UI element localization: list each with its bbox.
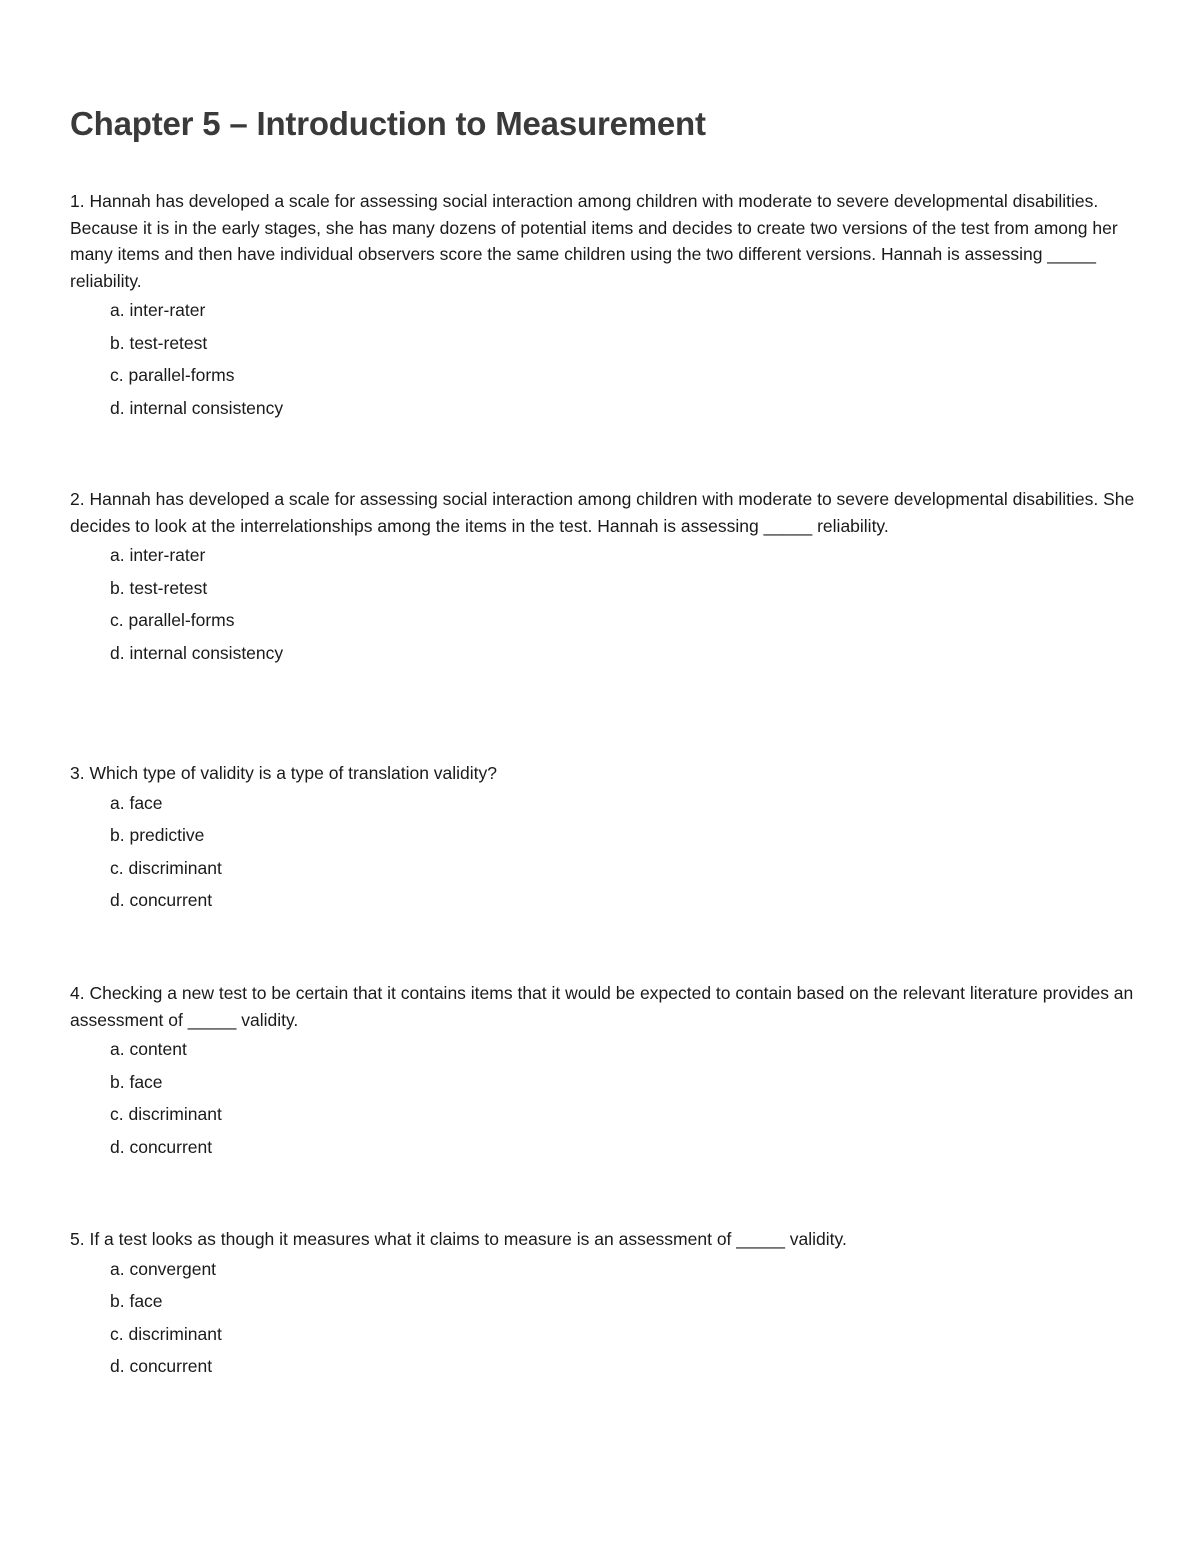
answer-option: c. discriminant [110,857,222,878]
answer-options [70,1033,1135,1163]
answer-options [70,787,1135,917]
answer-options [70,1253,1135,1383]
answer-option: a. inter-rater [110,300,206,320]
answer-option: c. discriminant [110,1104,222,1124]
answer-option: b. face [110,1291,163,1311]
question-stem: 4. Checking a new test to be certain that it contains items that it would be expected to contain based on the relevant literature provides an assessment of _____ validity. [70,983,1134,1030]
page-title: Chapter 5 – Introduction to Measurement [70,105,706,142]
question-2 [70,486,1135,669]
answer-option: d. concurrent [110,1136,213,1157]
answer-options [70,539,1135,669]
question-stem: 5. If a test looks as though it measures what it claims to measure is an assessment of _____ validity. [70,1229,847,1249]
document-page [70,100,1135,1376]
answer-option: c. parallel-forms [110,365,235,385]
answer-option: d. internal consistency [110,642,284,663]
answer-option: a. convergent [110,1258,217,1279]
answer-option: a. content [110,1039,187,1059]
question-1 [70,188,1135,424]
answer-option: b. test-retest [110,332,208,353]
answer-option: c. discriminant [110,1323,222,1344]
answer-option: b. face [110,1071,163,1092]
answer-option: d. concurrent [110,1356,213,1376]
answer-options [70,294,1135,424]
answer-option: b. predictive [110,825,205,845]
question-stem: 1. Hannah has developed a scale for assessing social interaction among children with moderate to severe developmental disabilities. Because it is in the early stages, she has many dozens of potential items and decides to create two versions of the test from among her many items and then have individual observers score the same children using the two different versions. Hannah is assessing _____ reliability. [70,191,1118,291]
answer-option: c. parallel-forms [110,610,235,630]
answer-option: b. test-retest [110,577,208,598]
question-stem: 3. Which type of validity is a type of translation validity? [70,763,498,783]
answer-option: a. inter-rater [110,545,206,565]
answer-option: d. concurrent [110,890,213,910]
answer-option: a. face [110,792,163,813]
question-3 [70,760,1135,917]
answer-option: d. internal consistency [110,397,284,418]
question-4 [70,980,1135,1163]
question-stem: 2. Hannah has developed a scale for assessing social interaction among children with moderate to severe developmental disabilities. She decides to look at the interrelationships among the items in the test. Hannah is assessing _____ reliability. [70,489,1135,536]
question-5 [70,1226,1135,1383]
